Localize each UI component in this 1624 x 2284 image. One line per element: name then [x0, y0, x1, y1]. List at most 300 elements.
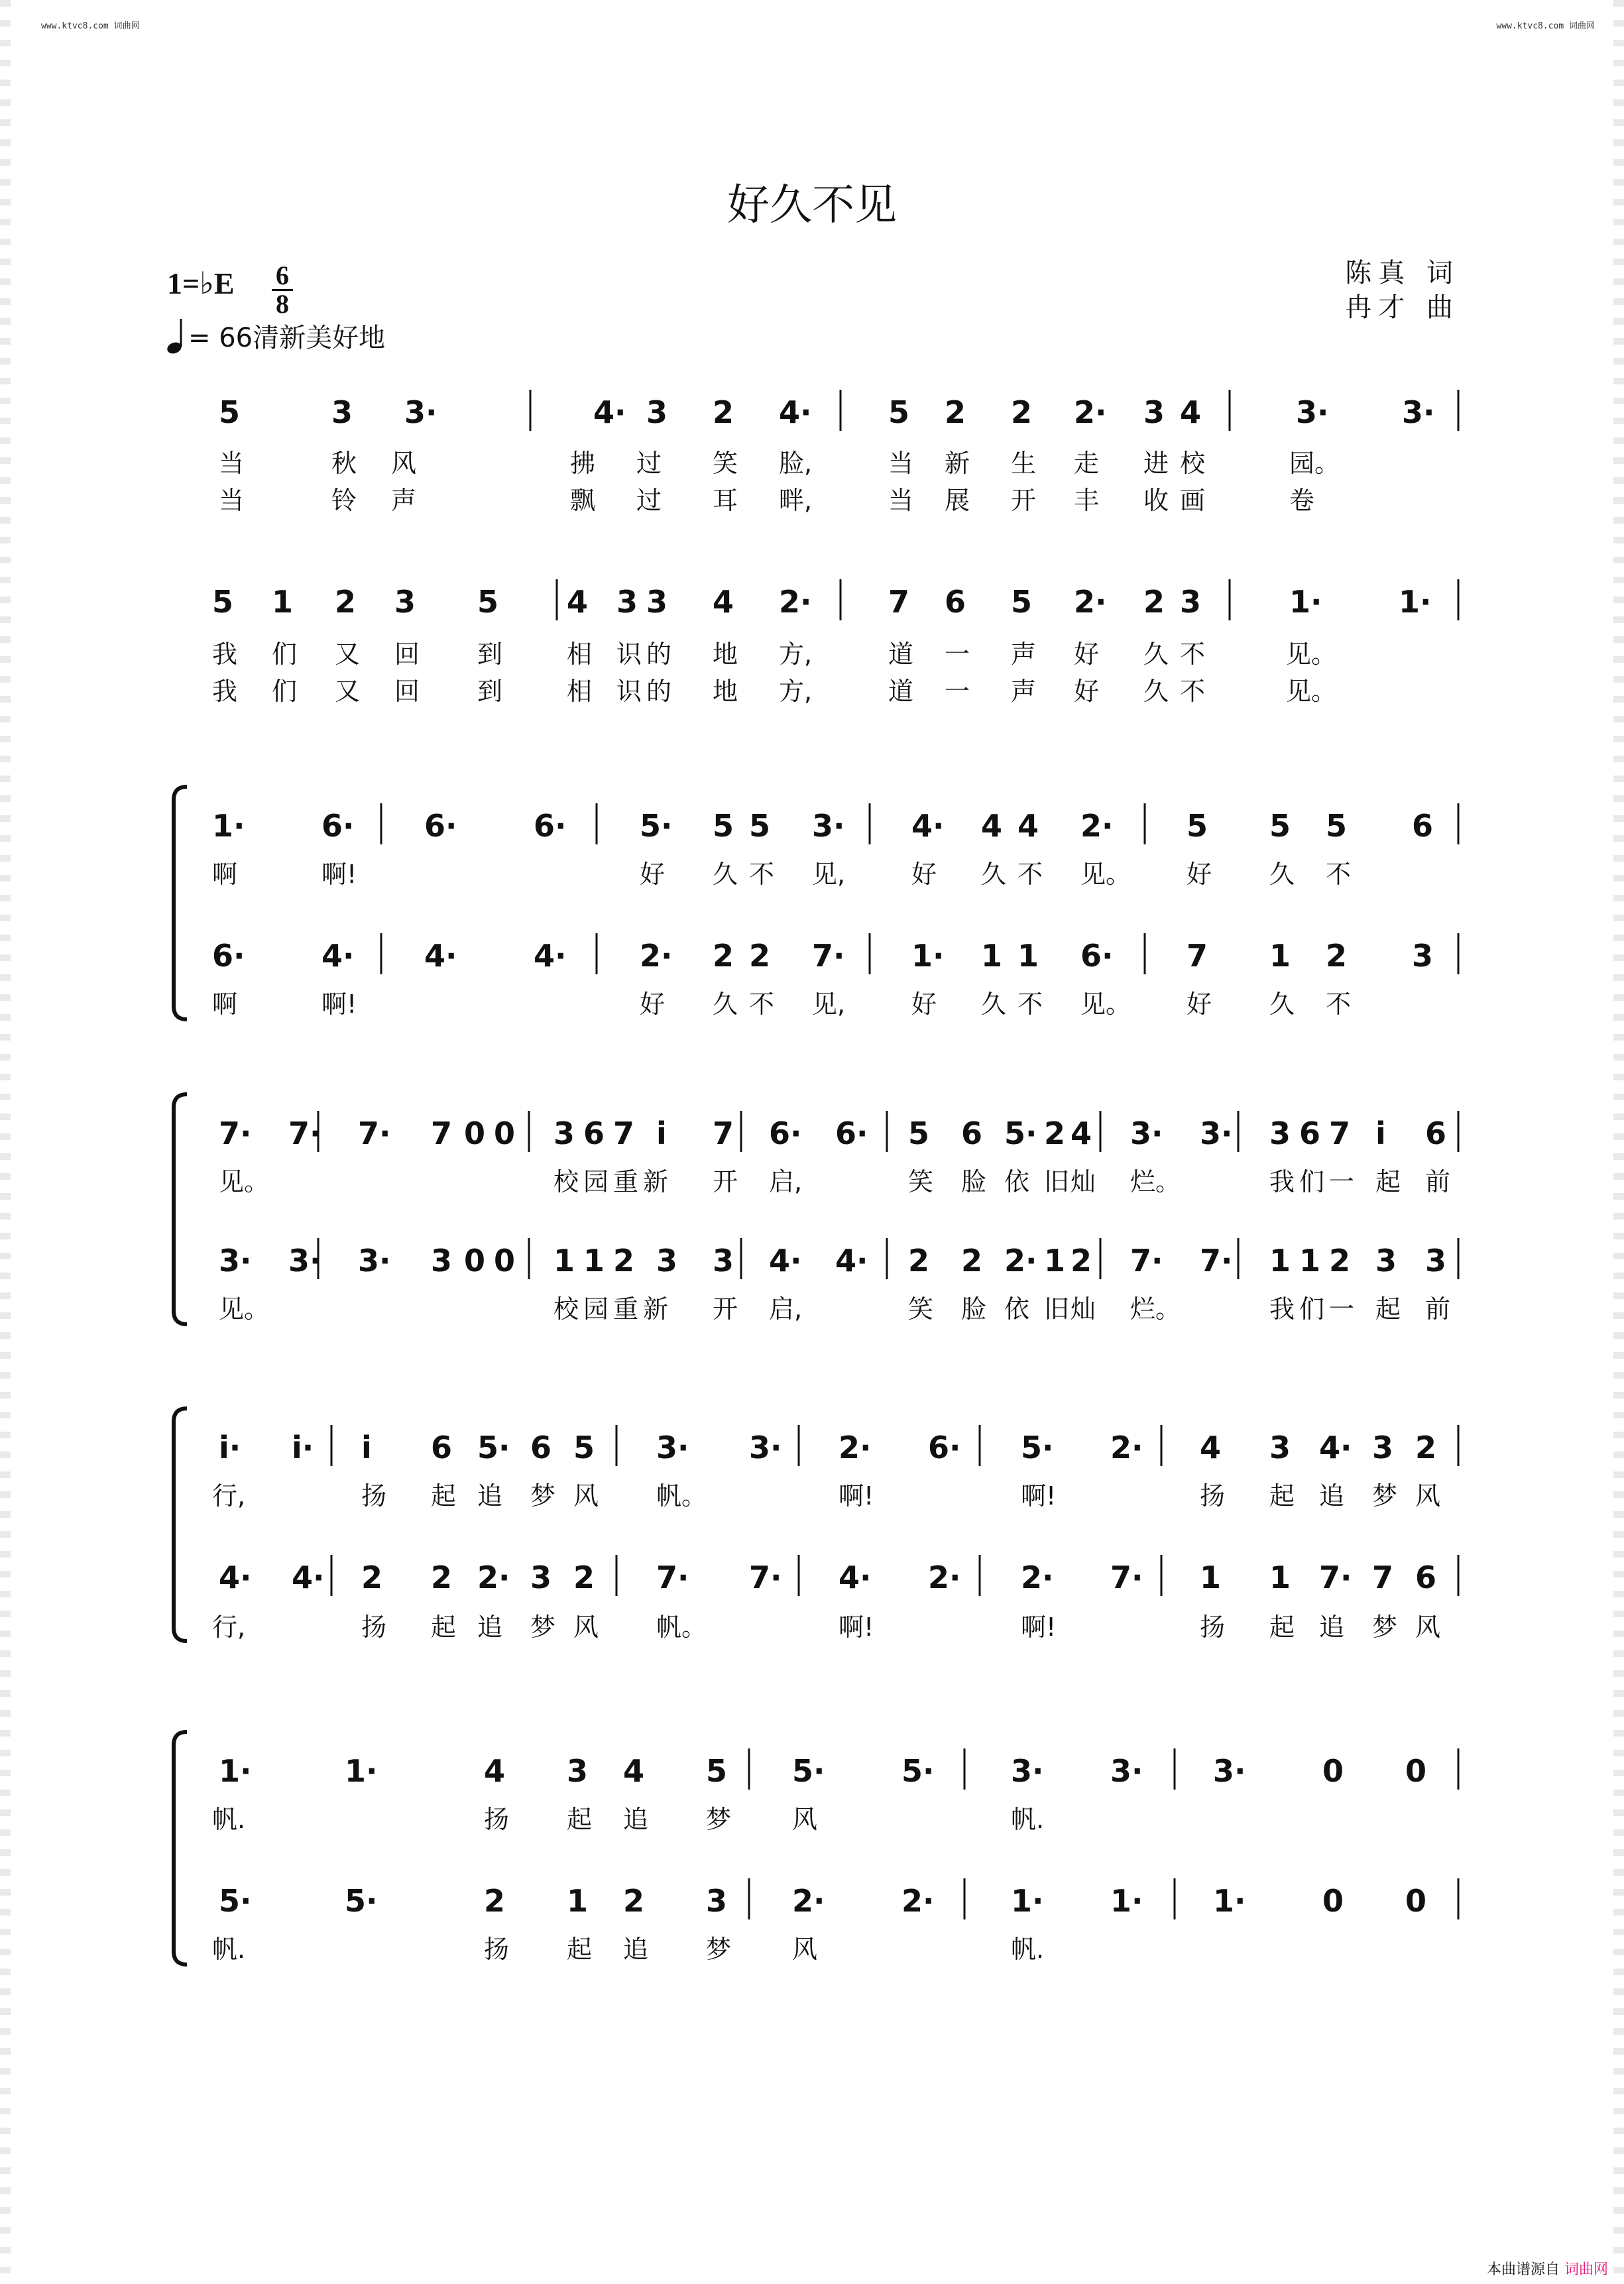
note-2-0-6: 5: [749, 808, 771, 844]
note-4-1-1: 4·: [292, 1560, 325, 1595]
lyric-3-1-0-1: 校: [553, 1294, 579, 1324]
note-0-0-2: 3·: [404, 394, 437, 430]
lyric-4-0-0-5: 风: [573, 1481, 599, 1511]
lyric-2-0-0-1: 啊!: [321, 860, 357, 889]
lyric-4-0-0-11: 追: [1319, 1481, 1345, 1511]
footer-brand: 词曲网: [1564, 2261, 1608, 2278]
lyric-2-1-0-8: 不: [1017, 990, 1043, 1019]
note-5-1-10: 1·: [1213, 1883, 1246, 1919]
lyric-3-0-0-5: 开: [713, 1167, 738, 1196]
note-3-1-10: 3: [713, 1243, 734, 1279]
lyric-1-0-1-13: 好: [1074, 677, 1100, 706]
note-4-0-6: 5: [573, 1430, 595, 1465]
note-1-0-2: 2: [335, 584, 357, 620]
note-1-0-15: 3: [1180, 584, 1202, 620]
lyric-2-1-0-10: 好: [1187, 990, 1212, 1019]
lyric-1-0-1-1: 们: [272, 677, 298, 706]
lyric-3-1-0-10: 旧: [1044, 1294, 1070, 1324]
note-4-0-10: 6·: [928, 1430, 961, 1465]
note-5-1-0: 5·: [219, 1883, 252, 1919]
note-5-1-2: 2: [484, 1883, 506, 1919]
note-4-1-6: 2: [573, 1560, 595, 1595]
note-2-0-7: 3·: [812, 808, 845, 844]
lyric-0-0-1-13: 卷: [1289, 486, 1315, 515]
lyric-1-0-0-15: 不: [1180, 640, 1206, 669]
lyric-2-1-0-12: 不: [1326, 990, 1352, 1019]
note-2-1-4: 2·: [640, 938, 673, 974]
lyric-4-1-0-11: 追: [1319, 1613, 1345, 1642]
lyric-3-0-0-15: 一: [1329, 1167, 1355, 1196]
note-4-0-9: 2·: [839, 1430, 872, 1465]
note-1-0-17: 1·: [1399, 584, 1432, 620]
note-0-0-5: 2: [713, 394, 734, 430]
note-2-1-13: 1: [1269, 938, 1291, 974]
note-0-0-6: 4·: [779, 394, 812, 430]
note-4-1-4: 2·: [477, 1560, 510, 1595]
lyric-1-0-0-11: 一: [945, 640, 970, 669]
note-2-1-5: 2: [713, 938, 734, 974]
lyric-3-0-0-12: 烂。: [1130, 1167, 1181, 1196]
note-3-0-3: 7: [431, 1115, 453, 1151]
lyric-4-0-0-8: 啊!: [1021, 1481, 1057, 1511]
key-signature: 1=♭E: [167, 266, 235, 300]
lyric-3-0-0-13: 我: [1269, 1167, 1295, 1196]
lyric-3-1-0-7: 笑: [908, 1294, 934, 1324]
lyric-4-0-0-1: 扬: [361, 1481, 387, 1511]
site-label-left: www.ktvc8.com 词曲网: [41, 21, 140, 31]
lyric-4-0-0-13: 风: [1415, 1481, 1441, 1511]
lyric-1-0-0-10: 道: [888, 640, 914, 669]
note-2-0-12: 5: [1187, 808, 1208, 844]
lyric-1-0-0-6: 识: [616, 640, 642, 669]
lyric-0-0-1-8: 展: [945, 486, 970, 515]
note-4-1-17: 6: [1415, 1560, 1437, 1595]
note-5-0-6: 5·: [792, 1753, 825, 1789]
note-2-1-1: 4·: [321, 938, 355, 974]
lyric-1-0-0-16: 见。: [1286, 640, 1337, 669]
note-2-0-0: 1·: [212, 808, 245, 844]
lyric-4-1-0-0: 行,: [212, 1613, 246, 1642]
note-3-1-22: 2: [1329, 1243, 1351, 1279]
note-4-1-5: 3: [530, 1560, 552, 1595]
note-2-1-6: 2: [749, 938, 771, 974]
note-3-0-7: 6: [583, 1115, 605, 1151]
note-3-0-18: 3·: [1130, 1115, 1163, 1151]
lyric-4-0-0-7: 啊!: [839, 1481, 874, 1511]
note-4-0-5: 6: [530, 1430, 552, 1465]
note-1-0-10: 7: [888, 584, 910, 620]
footer-text: 本曲谱源自: [1486, 2261, 1560, 2278]
lyric-4-0-0-12: 梦: [1372, 1481, 1398, 1511]
lyric-3-0-0-17: 前: [1425, 1167, 1451, 1196]
lyricist-credit: 陈真 词: [1345, 258, 1460, 288]
note-3-0-20: 3: [1269, 1115, 1291, 1151]
note-3-0-19: 3·: [1200, 1115, 1233, 1151]
note-2-1-7: 7·: [812, 938, 845, 974]
note-3-1-11: 4·: [769, 1243, 802, 1279]
note-5-1-3: 1: [567, 1883, 589, 1919]
note-5-0-1: 1·: [345, 1753, 378, 1789]
lyric-3-0-0-10: 旧: [1044, 1167, 1070, 1196]
lyric-4-0-0-6: 帆。: [656, 1481, 707, 1511]
lyric-1-0-1-8: 地: [713, 677, 738, 706]
note-0-0-10: 2·: [1074, 394, 1107, 430]
lyric-2-0-0-5: 见,: [812, 860, 846, 889]
lyric-0-0-0-1: 秋: [331, 449, 357, 478]
lyric-5-1-0-0: 帆.: [212, 1935, 246, 1964]
note-5-0-2: 4: [484, 1753, 506, 1789]
lyric-2-1-0-4: 不: [749, 990, 775, 1019]
note-2-1-9: 1: [981, 938, 1003, 974]
lyric-1-0-1-6: 识: [616, 677, 642, 706]
note-5-1-11: 0: [1322, 1883, 1344, 1919]
lyric-1-0-1-3: 回: [394, 677, 420, 706]
note-0-0-7: 5: [888, 394, 910, 430]
note-1-0-7: 3: [646, 584, 668, 620]
lyric-3-1-0-11: 灿: [1071, 1294, 1096, 1324]
meter-top: 6: [276, 260, 289, 290]
lyric-3-0-0-11: 灿: [1071, 1167, 1096, 1196]
lyric-1-0-1-9: 方,: [779, 677, 813, 706]
note-3-0-15: 5·: [1004, 1115, 1037, 1151]
lyric-1-0-0-12: 声: [1011, 640, 1037, 669]
note-3-1-20: 1: [1269, 1243, 1291, 1279]
note-0-0-9: 2: [1011, 394, 1033, 430]
lyric-5-0-0-3: 追: [623, 1805, 649, 1834]
lyric-1-0-0-4: 到: [477, 640, 503, 669]
note-2-1-14: 2: [1326, 938, 1348, 974]
lyric-3-0-0-3: 重: [613, 1167, 639, 1196]
lyric-0-0-1-2: 声: [391, 486, 417, 515]
note-3-1-17: 2: [1071, 1243, 1092, 1279]
lyric-4-0-0-4: 梦: [530, 1481, 556, 1511]
lyric-3-1-0-17: 前: [1425, 1294, 1451, 1324]
note-1-0-4: 5: [477, 584, 499, 620]
lyric-0-0-0-2: 风: [391, 449, 417, 478]
note-5-1-1: 5·: [345, 1883, 378, 1919]
note-2-1-10: 1: [1017, 938, 1039, 974]
note-3-0-2: 7·: [358, 1115, 391, 1151]
note-0-0-11: 3: [1143, 394, 1165, 430]
note-3-0-0: 7·: [219, 1115, 252, 1151]
system-bracket: [174, 1094, 187, 1324]
lyric-3-1-0-12: 烂。: [1130, 1294, 1181, 1324]
note-2-1-8: 1·: [911, 938, 945, 974]
lyric-0-0-1-10: 丰: [1074, 486, 1100, 515]
note-2-0-1: 6·: [321, 808, 355, 844]
note-3-1-9: 3: [656, 1243, 678, 1279]
lyric-2-0-0-8: 不: [1017, 860, 1043, 889]
note-3-0-22: 7: [1329, 1115, 1351, 1151]
note-3-1-0: 3·: [219, 1243, 252, 1279]
lyric-5-0-0-4: 梦: [706, 1805, 732, 1834]
lyric-2-1-0-5: 见,: [812, 990, 846, 1019]
note-2-0-10: 4: [1017, 808, 1039, 844]
lyric-1-0-1-2: 又: [335, 677, 361, 706]
lyric-0-0-1-11: 收: [1143, 486, 1169, 515]
note-2-1-12: 7: [1187, 938, 1208, 974]
note-2-1-3: 4·: [534, 938, 567, 974]
lyric-2-1-0-2: 好: [640, 990, 666, 1019]
note-4-1-11: 2·: [1021, 1560, 1054, 1595]
lyric-5-0-0-1: 扬: [484, 1805, 510, 1834]
lyric-2-1-0-7: 久: [981, 990, 1007, 1019]
lyric-1-0-1-0: 我: [212, 677, 238, 706]
note-5-1-7: 2·: [901, 1883, 935, 1919]
note-4-1-0: 4·: [219, 1560, 252, 1595]
note-3-1-12: 4·: [835, 1243, 868, 1279]
lyric-1-0-1-12: 声: [1011, 677, 1037, 706]
lyric-0-0-0-0: 当: [219, 449, 245, 478]
site-label-right: www.ktvc8.com 词曲网: [1496, 21, 1595, 31]
lyric-1-0-0-5: 相: [567, 640, 593, 669]
note-1-0-9: 2·: [779, 584, 812, 620]
note-1-0-6: 3: [616, 584, 638, 620]
lyric-0-0-1-4: 过: [636, 486, 662, 515]
lyric-4-1-0-5: 风: [573, 1613, 599, 1642]
lyric-2-1-0-0: 啊: [212, 990, 238, 1019]
lyric-0-0-0-7: 当: [888, 449, 914, 478]
lyric-2-0-0-10: 好: [1187, 860, 1212, 889]
note-4-1-16: 7: [1372, 1560, 1394, 1595]
note-4-1-13: 1: [1200, 1560, 1222, 1595]
note-3-1-18: 7·: [1130, 1243, 1163, 1279]
song-title: 好久不见: [727, 181, 897, 230]
lyric-1-0-0-0: 我: [212, 640, 238, 669]
note-5-0-7: 5·: [901, 1753, 935, 1789]
note-3-0-8: 7: [613, 1115, 635, 1151]
lyric-1-0-1-5: 相: [567, 677, 593, 706]
lyric-3-1-0-9: 依: [1004, 1294, 1030, 1324]
lyric-3-0-0-14: 们: [1299, 1167, 1325, 1196]
lyric-0-0-0-3: 拂: [570, 449, 596, 478]
lyric-3-0-0-16: 起: [1375, 1167, 1401, 1196]
note-2-0-11: 2·: [1080, 808, 1114, 844]
lyric-3-1-0-5: 开: [713, 1294, 738, 1324]
lyric-2-1-0-9: 见。: [1080, 990, 1131, 1019]
lyric-3-0-0-1: 校: [553, 1167, 579, 1196]
note-3-0-23: i: [1375, 1115, 1386, 1151]
note-0-0-1: 3: [331, 394, 353, 430]
lyric-2-1-0-11: 久: [1269, 990, 1295, 1019]
note-4-1-7: 7·: [656, 1560, 689, 1595]
note-4-0-8: 3·: [749, 1430, 782, 1465]
lyric-0-0-0-6: 脸,: [779, 449, 813, 478]
lyric-2-0-0-12: 不: [1326, 860, 1352, 889]
lyric-4-1-0-6: 帆。: [656, 1613, 707, 1642]
lyric-2-0-0-11: 久: [1269, 860, 1295, 889]
note-0-0-12: 4: [1180, 394, 1202, 430]
note-3-0-11: 6·: [769, 1115, 802, 1151]
note-3-0-9: i: [656, 1115, 667, 1151]
note-5-0-12: 0: [1405, 1753, 1427, 1789]
lyric-3-0-0-0: 见。: [219, 1167, 270, 1196]
lyric-3-1-0-2: 园: [583, 1294, 609, 1324]
note-3-1-24: 3: [1425, 1243, 1447, 1279]
note-4-1-12: 7·: [1110, 1560, 1143, 1595]
lyric-3-1-0-3: 重: [613, 1294, 639, 1324]
lyric-0-0-1-6: 畔,: [779, 486, 813, 515]
note-3-0-14: 6: [961, 1115, 983, 1151]
note-4-1-10: 2·: [928, 1560, 961, 1595]
lyric-3-1-0-8: 脸: [961, 1294, 987, 1324]
note-4-0-15: 4·: [1319, 1430, 1352, 1465]
note-4-0-14: 3: [1269, 1430, 1291, 1465]
note-3-0-1: 7·: [288, 1115, 321, 1151]
note-5-0-3: 3: [567, 1753, 589, 1789]
note-5-1-5: 3: [706, 1883, 728, 1919]
lyric-2-0-0-6: 好: [911, 860, 937, 889]
lyric-4-1-0-2: 起: [431, 1613, 457, 1642]
lyric-5-1-0-4: 梦: [706, 1935, 732, 1964]
note-1-0-16: 1·: [1289, 584, 1322, 620]
system-bracket: [174, 1408, 187, 1641]
lyric-1-0-1-4: 到: [477, 677, 503, 706]
note-4-1-9: 4·: [839, 1560, 872, 1595]
note-4-0-4: 5·: [477, 1430, 510, 1465]
lyric-0-0-1-5: 耳: [713, 486, 738, 515]
note-4-1-3: 2: [431, 1560, 453, 1595]
note-5-0-9: 3·: [1110, 1753, 1143, 1789]
note-4-0-3: 6: [431, 1430, 453, 1465]
note-2-1-11: 6·: [1080, 938, 1114, 974]
note-1-0-1: 1: [272, 584, 294, 620]
note-3-1-21: 1: [1299, 1243, 1321, 1279]
lyric-3-1-0-16: 起: [1375, 1294, 1401, 1324]
lyric-4-1-0-13: 风: [1415, 1613, 1441, 1642]
note-4-0-12: 2·: [1110, 1430, 1143, 1465]
note-4-1-8: 7·: [749, 1560, 782, 1595]
lyric-1-0-1-7: 的: [646, 677, 672, 706]
note-1-0-5: 4: [567, 584, 589, 620]
note-2-1-0: 6·: [212, 938, 245, 974]
lyric-0-0-0-13: 园。: [1289, 449, 1340, 478]
lyric-1-0-1-10: 道: [888, 677, 914, 706]
composer-credit: 冉才 曲: [1345, 292, 1460, 323]
lyric-2-1-0-1: 啊!: [321, 990, 357, 1019]
lyric-4-1-0-10: 起: [1269, 1613, 1295, 1642]
lyric-5-1-0-2: 起: [567, 1935, 593, 1964]
note-3-0-5: 0: [494, 1115, 516, 1151]
note-3-0-13: 5: [908, 1115, 930, 1151]
note-4-0-2: i: [361, 1430, 372, 1465]
lyric-4-1-0-1: 扬: [361, 1613, 387, 1642]
note-2-0-2: 6·: [424, 808, 457, 844]
lyric-5-0-0-6: 帆.: [1011, 1805, 1045, 1834]
note-0-0-13: 3·: [1296, 394, 1329, 430]
note-0-0-0: 5: [219, 394, 241, 430]
note-2-0-15: 6: [1412, 808, 1434, 844]
lyric-1-0-0-2: 又: [335, 640, 361, 669]
lyric-0-0-0-10: 走: [1074, 449, 1100, 478]
lyric-5-0-0-0: 帆.: [212, 1805, 246, 1834]
note-3-0-24: 6: [1425, 1115, 1447, 1151]
note-3-1-15: 2·: [1004, 1243, 1037, 1279]
note-5-1-8: 1·: [1011, 1883, 1044, 1919]
lyric-4-1-0-3: 追: [477, 1613, 503, 1642]
note-4-0-17: 2: [1415, 1430, 1437, 1465]
note-2-0-14: 5: [1326, 808, 1348, 844]
lyric-1-0-0-7: 的: [646, 640, 672, 669]
lyric-3-1-0-14: 们: [1299, 1294, 1325, 1324]
lyric-3-0-0-9: 依: [1004, 1167, 1030, 1196]
lyric-3-0-0-7: 笑: [908, 1167, 934, 1196]
lyric-3-1-0-13: 我: [1269, 1294, 1295, 1324]
note-4-1-2: 2: [361, 1560, 383, 1595]
lyric-3-1-0-6: 启,: [769, 1294, 803, 1324]
note-5-0-11: 0: [1322, 1753, 1344, 1789]
note-0-0-14: 3·: [1402, 394, 1435, 430]
note-0-0-3: 4·: [593, 394, 626, 430]
note-5-1-12: 0: [1405, 1883, 1427, 1919]
note-3-1-4: 0: [464, 1243, 486, 1279]
lyric-0-0-1-12: 画: [1180, 486, 1206, 515]
lyric-5-1-0-6: 帆.: [1011, 1935, 1045, 1964]
note-3-1-1: 3·: [288, 1243, 321, 1279]
lyric-3-0-0-6: 启,: [769, 1167, 803, 1196]
lyric-1-0-0-1: 们: [272, 640, 298, 669]
lyric-4-1-0-12: 梦: [1372, 1613, 1398, 1642]
note-1-0-0: 5: [212, 584, 234, 620]
note-3-0-21: 6: [1299, 1115, 1321, 1151]
lyric-2-0-0-3: 久: [713, 860, 738, 889]
lyric-4-1-0-4: 梦: [530, 1613, 556, 1642]
lyric-0-0-0-9: 生: [1011, 449, 1037, 478]
lyric-4-1-0-8: 啊!: [1021, 1613, 1057, 1642]
lyric-4-0-0-2: 起: [431, 1481, 457, 1511]
system-bracket: [174, 787, 187, 1019]
note-4-0-11: 5·: [1021, 1430, 1054, 1465]
lyric-4-0-0-10: 起: [1269, 1481, 1295, 1511]
lyric-1-0-0-9: 方,: [779, 640, 813, 669]
lyric-5-1-0-3: 追: [623, 1935, 649, 1964]
lyric-0-0-1-1: 铃: [331, 486, 357, 515]
lyric-0-0-0-5: 笑: [713, 449, 738, 478]
note-4-1-15: 7·: [1319, 1560, 1352, 1595]
note-3-1-8: 2: [613, 1243, 635, 1279]
footer-source: [1487, 2258, 1608, 2279]
note-5-0-0: 1·: [219, 1753, 252, 1789]
lyric-4-0-0-3: 追: [477, 1481, 503, 1511]
lyric-2-1-0-3: 久: [713, 990, 738, 1019]
lyric-5-1-0-5: 风: [792, 1935, 818, 1964]
lyric-5-0-0-5: 风: [792, 1805, 818, 1834]
lyric-4-0-0-0: 行,: [212, 1481, 246, 1511]
lyric-3-1-0-0: 见。: [219, 1294, 270, 1324]
note-4-0-7: 3·: [656, 1430, 689, 1465]
note-4-1-14: 1: [1269, 1560, 1291, 1595]
lyric-0-0-0-12: 校: [1180, 449, 1206, 478]
lyric-0-0-0-4: 过: [636, 449, 662, 478]
lyric-5-1-0-1: 扬: [484, 1935, 510, 1964]
lyric-0-0-1-7: 当: [888, 486, 914, 515]
note-3-1-3: 3: [431, 1243, 453, 1279]
system-bracket: [174, 1732, 187, 1965]
lyric-4-0-0-9: 扬: [1200, 1481, 1226, 1511]
lyric-0-0-1-3: 飘: [570, 486, 596, 515]
lyric-5-0-0-2: 起: [567, 1805, 593, 1834]
note-3-1-2: 3·: [358, 1243, 391, 1279]
lyric-1-0-1-14: 久: [1143, 677, 1169, 706]
note-3-1-5: 0: [494, 1243, 516, 1279]
note-3-0-6: 3: [553, 1115, 575, 1151]
note-1-0-8: 4: [713, 584, 734, 620]
note-2-1-2: 4·: [424, 938, 457, 974]
meter-bottom: 8: [276, 289, 289, 319]
note-5-0-10: 3·: [1213, 1753, 1246, 1789]
lyric-2-0-0-9: 见。: [1080, 860, 1131, 889]
note-0-0-4: 3: [646, 394, 668, 430]
